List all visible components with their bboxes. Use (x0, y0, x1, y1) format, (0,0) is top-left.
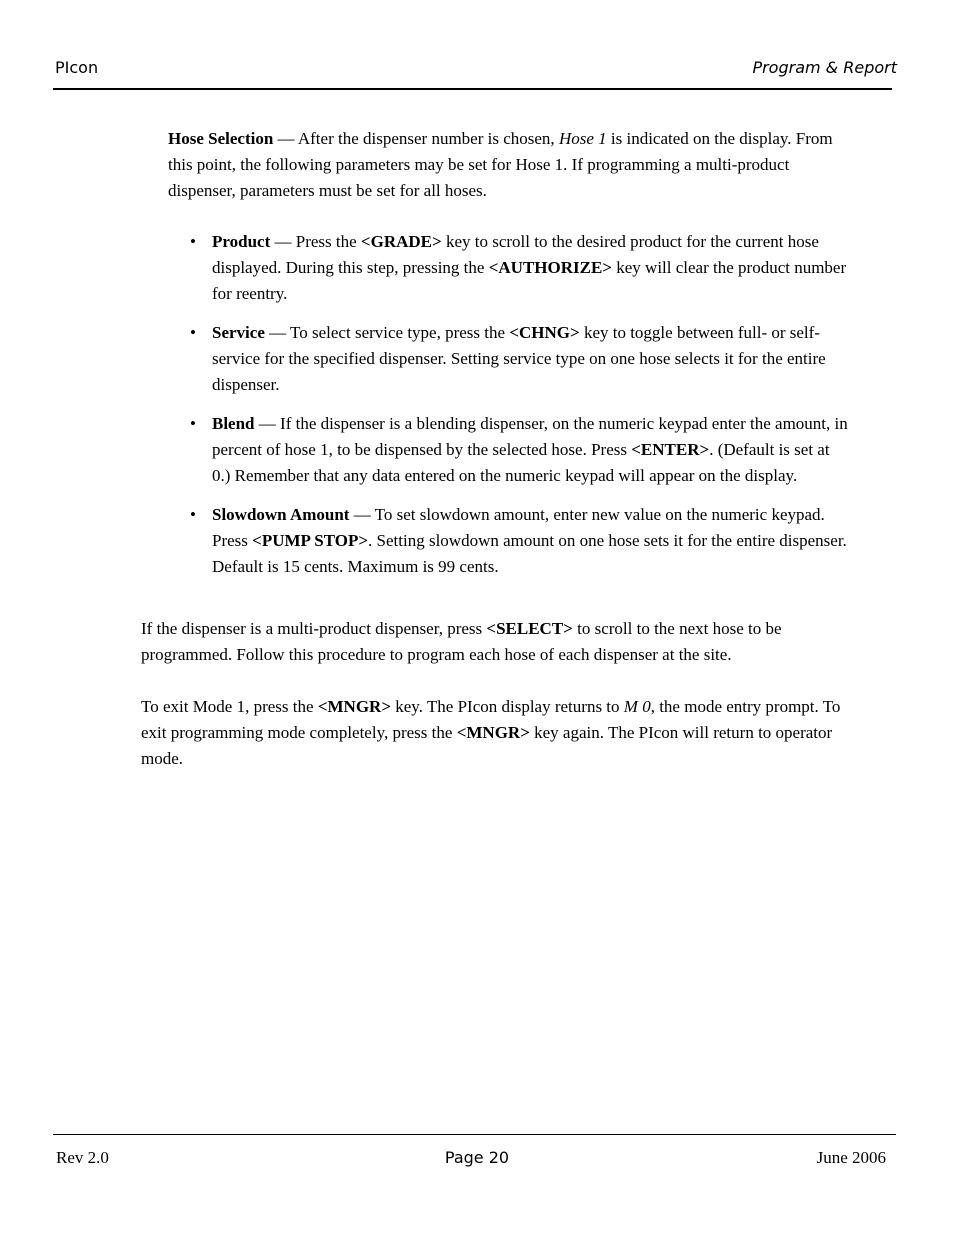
pump-stop-key: <PUMP STOP> (252, 531, 369, 550)
grade-key: <GRADE> (360, 232, 442, 251)
footer-date: June 2006 (816, 1148, 886, 1167)
hose-selection-text-a: — After the dispenser number is chosen, (273, 129, 559, 148)
footer-page-number: Page 20 (444, 1148, 510, 1167)
service-text-1: — To select service type, press the (264, 323, 510, 342)
product-text-1: — Press the (270, 232, 361, 251)
select-key: <SELECT> (486, 619, 573, 638)
slowdown-text-1: — To set slowdown amount, enter new value on the numeric keypad. Press (212, 505, 825, 550)
list-item-service (190, 320, 850, 398)
chng-key: <CHNG> (509, 323, 580, 342)
bullet-icon: • (190, 414, 196, 433)
exit-paragraph (141, 694, 861, 772)
hose-selection-term: Hose Selection (168, 129, 274, 148)
hose-selection-text-b: is indicated on the display. From this point, the following parameters may be set for Hose 1. If programming a multi-product dispenser, parameters must be set for all hoses. (168, 129, 833, 200)
exit-text-4: key again. The PIcon will return to operator mode. (141, 723, 833, 768)
blend-text-1: — If the dispenser is a blending dispenser, on the numeric keypad enter the amount, in percent of hose 1, to be dispensed by the selected hose. Press (212, 414, 848, 459)
footer-rule (53, 1134, 896, 1135)
mode-entry-prompt: M 0 (623, 697, 651, 716)
header-rule (53, 88, 892, 90)
service-text-2: key to toggle between full- or self-service for the specified dispenser. Setting service type on one hose selects it for the entire dispenser. (212, 323, 826, 394)
authorize-key: <AUTHORIZE> (488, 258, 612, 277)
multi-product-text-1: If the dispenser is a multi-product dispenser, press (141, 619, 487, 638)
enter-key: <ENTER> (631, 440, 710, 459)
blend-term: Blend (212, 414, 255, 433)
blend-text-2: . (Default is set at 0.) Remember that any data entered on the numeric keypad will appear on the display. (212, 440, 830, 485)
footer-revision: Rev 2.0 (56, 1148, 109, 1167)
hose-selection-italic: Hose 1 (558, 129, 607, 148)
product-text-2: key to scroll to the desired product for the current hose displayed. During this step, pressing the (212, 232, 819, 277)
slowdown-text-2: . Setting slowdown amount on one hose sets it for the entire dispenser. Default is 15 cents. Maximum is 99 cents. (212, 531, 847, 576)
product-term: Product (212, 232, 271, 251)
list-item-product (190, 229, 850, 307)
header-title: PIcon (55, 58, 99, 77)
list-item-blend (190, 411, 850, 489)
list-item-slowdown (190, 502, 850, 580)
header-section: Program & Report (752, 58, 897, 77)
slowdown-term: Slowdown Amount (212, 505, 350, 524)
exit-text-1: To exit Mode 1, press the (141, 697, 318, 716)
bullet-icon: • (190, 232, 196, 251)
bullet-icon: • (190, 505, 196, 524)
exit-text-3: , the mode entry prompt. To exit programming mode completely, press the (141, 697, 841, 742)
parameter-list (190, 229, 850, 593)
service-term: Service (212, 323, 265, 342)
mngr-key: <MNGR> (317, 697, 392, 716)
multi-product-text-2: to scroll to the next hose to be programmed. Follow this procedure to program each hose of each dispenser at the site. (141, 619, 782, 664)
product-text-3: key will clear the product number for reentry. (212, 258, 847, 303)
bullet-icon: • (190, 323, 196, 342)
mngr-key-again: <MNGR> (456, 723, 530, 742)
exit-text-2: key. The PIcon display returns to (391, 697, 624, 716)
multi-product-paragraph (141, 616, 861, 668)
hose-selection-paragraph (168, 126, 858, 204)
